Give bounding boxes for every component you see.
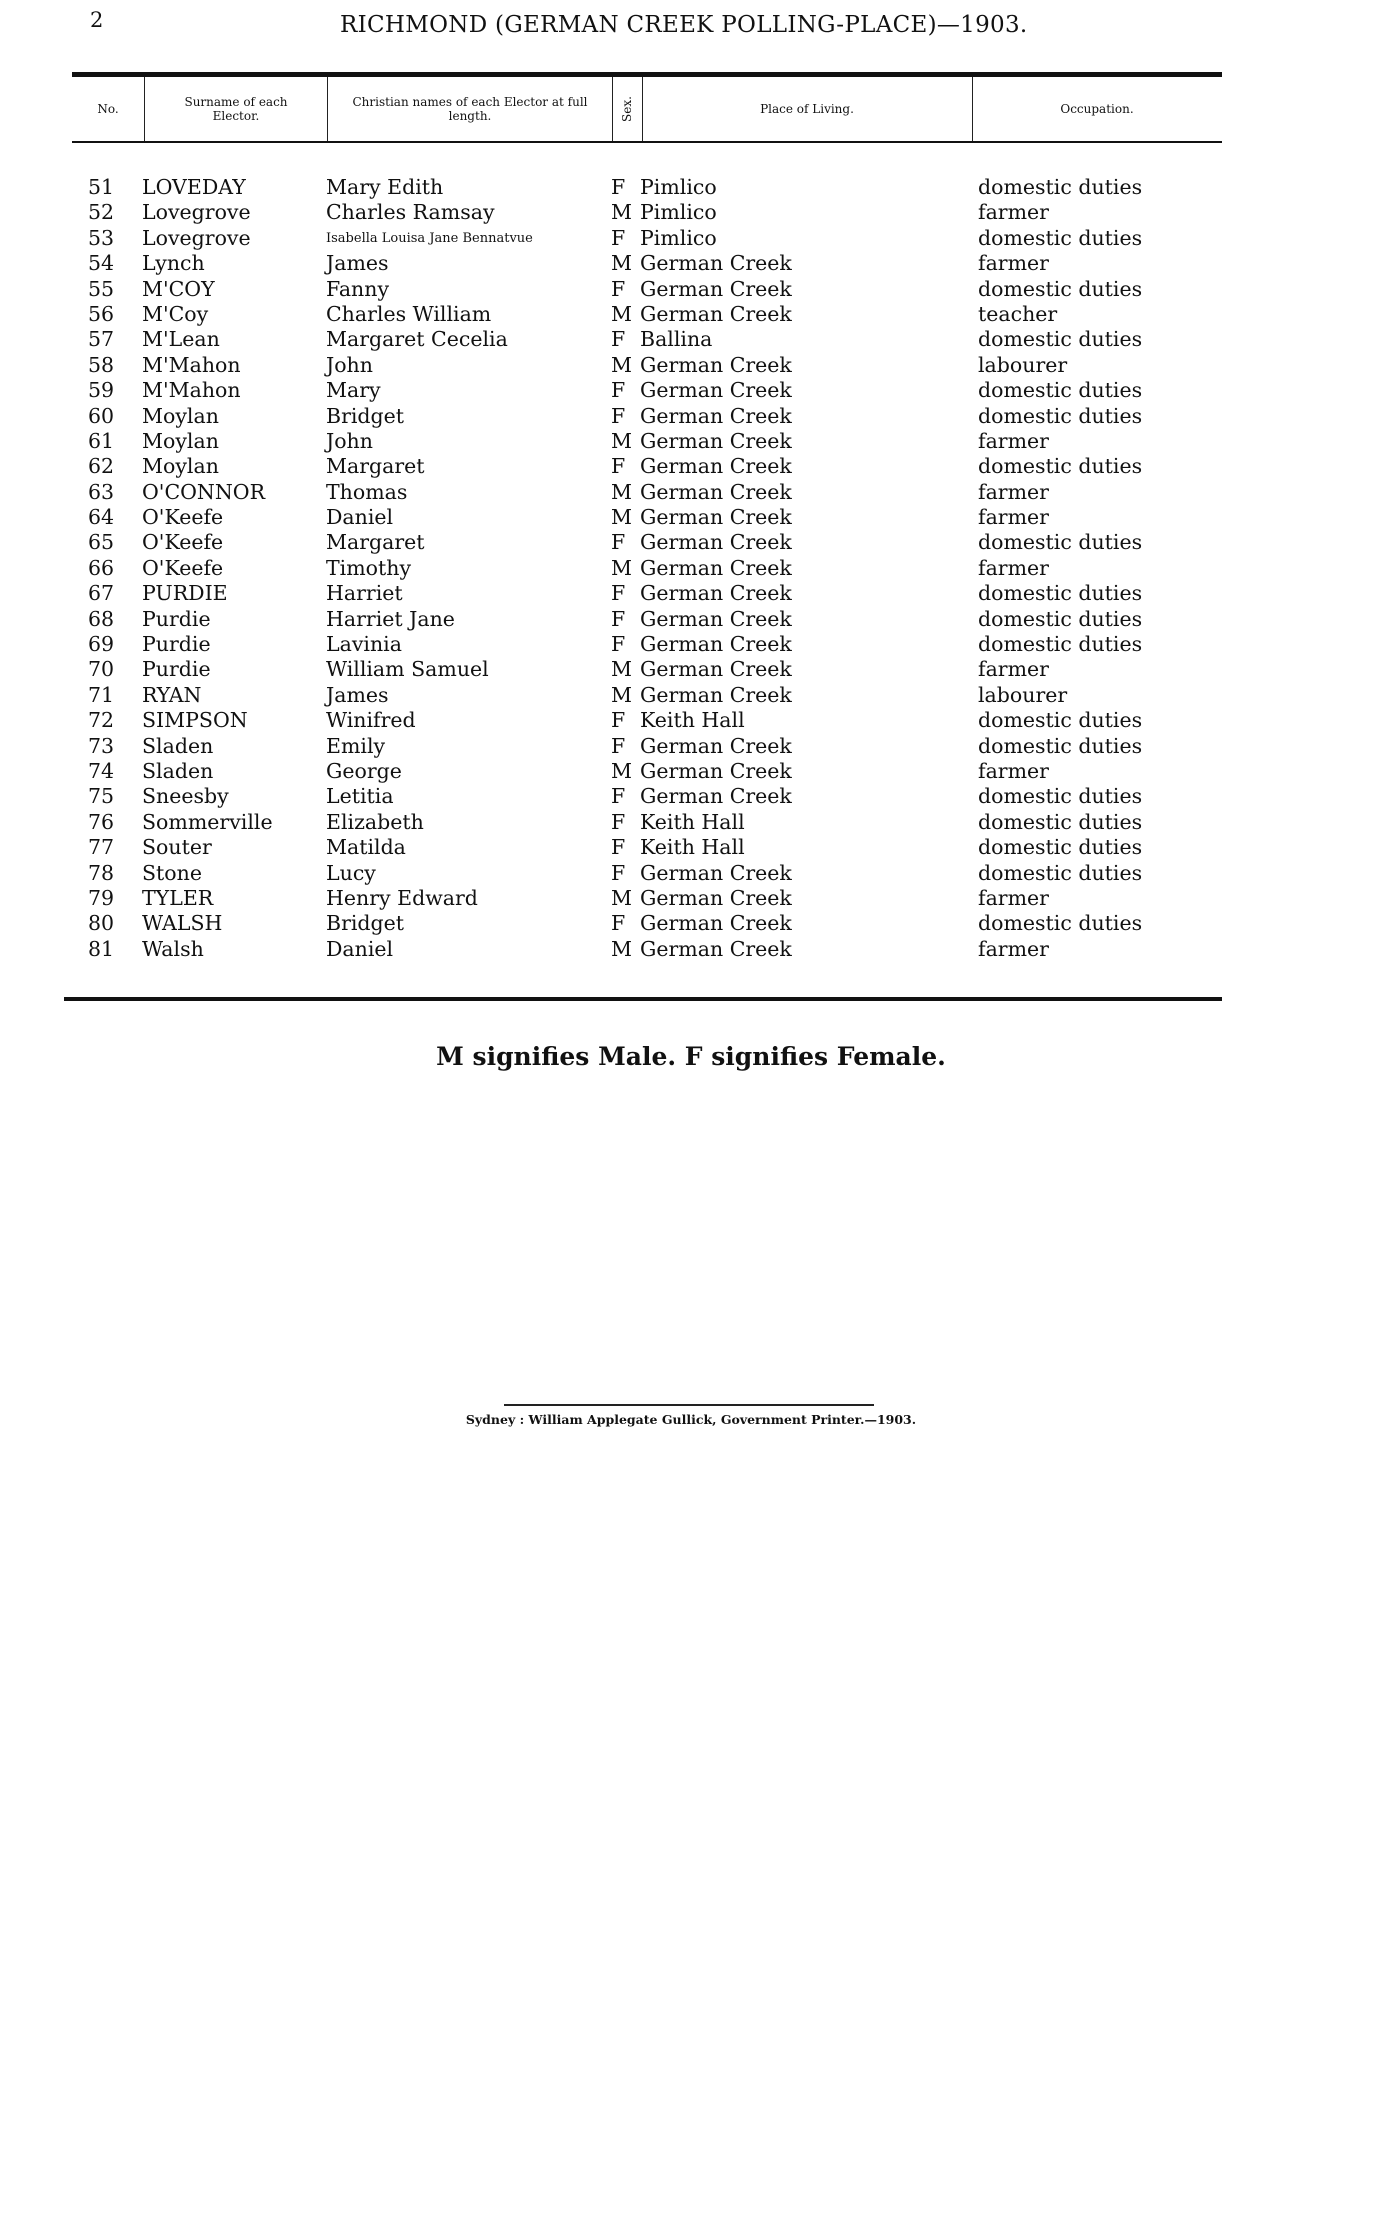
elector-sex: F xyxy=(611,175,626,199)
elector-place-of-living: Keith Hall xyxy=(640,809,745,834)
elector-occupation: domestic duties xyxy=(978,708,1143,733)
elector-surname: WALSH xyxy=(142,911,223,936)
elector-place-of-living: German Creek xyxy=(640,632,792,657)
table-row xyxy=(0,378,1382,403)
elector-surname: SIMPSON xyxy=(142,708,248,733)
elector-sex: F xyxy=(611,530,626,555)
elector-place-of-living: German Creek xyxy=(640,860,792,885)
table-row xyxy=(0,480,1382,505)
elector-place-of-living: German Creek xyxy=(640,784,792,809)
elector-occupation: domestic duties xyxy=(978,581,1143,606)
elector-christian-names: Matilda xyxy=(326,835,406,860)
elector-surname: Moylan xyxy=(142,428,219,453)
elector-christian-names: Mary Edith xyxy=(326,175,444,199)
elector-number: 74 xyxy=(88,758,115,783)
elector-place-of-living: Pimlico xyxy=(640,175,717,199)
elector-surname: O'Keefe xyxy=(142,530,224,555)
elector-surname: LOVEDAY xyxy=(142,175,246,199)
elector-place-of-living: German Creek xyxy=(640,657,792,682)
elector-sex: M xyxy=(611,885,632,910)
elector-christian-names: Isabella Louisa Jane Bennatvue xyxy=(326,230,533,246)
elector-sex: F xyxy=(611,327,626,352)
elector-place-of-living: German Creek xyxy=(640,733,792,758)
elector-number: 72 xyxy=(88,708,115,733)
elector-place-of-living: German Creek xyxy=(640,555,792,580)
elector-place-of-living: German Creek xyxy=(640,911,792,936)
elector-place-of-living: German Creek xyxy=(640,758,792,783)
table-row xyxy=(0,327,1382,352)
elector-sex: M xyxy=(611,200,632,225)
elector-christian-names: Emily xyxy=(326,733,386,758)
elector-place-of-living: German Creek xyxy=(640,606,792,631)
elector-christian-names: Daniel xyxy=(326,505,394,530)
elector-occupation: domestic duties xyxy=(978,835,1143,860)
elector-number: 78 xyxy=(88,860,115,885)
elector-place-of-living: German Creek xyxy=(640,276,792,301)
page-number: 2 xyxy=(90,8,104,32)
printer-imprint: Sydney : William Applegate Gullick, Government Printer.—1903. xyxy=(465,1412,917,1427)
elector-sex: F xyxy=(611,733,626,758)
elector-number: 66 xyxy=(88,555,115,580)
electors-table-body xyxy=(0,175,1382,962)
elector-occupation: farmer xyxy=(978,200,1049,225)
elector-surname: Moylan xyxy=(142,403,219,428)
elector-occupation: farmer xyxy=(978,479,1049,504)
elector-occupation: domestic duties xyxy=(978,632,1143,657)
elector-occupation: farmer xyxy=(978,505,1049,530)
elector-surname: Sneesby xyxy=(142,784,229,809)
elector-place-of-living: Pimlico xyxy=(640,225,717,250)
elector-surname: M'Mahon xyxy=(142,378,241,403)
header-place-of-living: Place of Living. xyxy=(760,102,854,116)
elector-sex: M xyxy=(611,301,632,326)
elector-surname: Purdie xyxy=(142,632,211,657)
elector-christian-names: Margaret xyxy=(326,530,425,555)
elector-christian-names: Mary xyxy=(326,378,381,403)
elector-christian-names: Margaret Cecelia xyxy=(326,327,508,352)
elector-sex: F xyxy=(611,632,626,657)
elector-sex: M xyxy=(611,758,632,783)
table-row xyxy=(0,226,1382,251)
elector-sex: F xyxy=(611,809,626,834)
elector-number: 69 xyxy=(88,632,115,657)
elector-surname: Souter xyxy=(142,835,212,860)
elector-number: 70 xyxy=(88,657,115,682)
elector-christian-names: Bridget xyxy=(326,403,405,428)
header-no: No. xyxy=(97,102,119,116)
elector-surname: Purdie xyxy=(142,657,211,682)
elector-christian-names: John xyxy=(326,428,373,453)
elector-place-of-living: Ballina xyxy=(640,327,713,352)
table-row xyxy=(0,784,1382,809)
elector-occupation: domestic duties xyxy=(978,276,1143,301)
elector-christian-names: George xyxy=(326,758,402,783)
elector-number: 80 xyxy=(88,911,115,936)
elector-number: 55 xyxy=(88,276,115,301)
elector-surname: Lynch xyxy=(142,251,205,276)
elector-place-of-living: German Creek xyxy=(640,428,792,453)
elector-place-of-living: Pimlico xyxy=(640,200,717,225)
elector-christian-names: Thomas xyxy=(326,479,408,504)
elector-occupation: domestic duties xyxy=(978,530,1143,555)
elector-christian-names: Harriet xyxy=(326,581,403,606)
elector-place-of-living: German Creek xyxy=(640,352,792,377)
table-row xyxy=(0,200,1382,225)
elector-occupation: farmer xyxy=(978,428,1049,453)
elector-occupation: farmer xyxy=(978,555,1049,580)
elector-number: 79 xyxy=(88,885,115,910)
elector-occupation: farmer xyxy=(978,251,1049,276)
elector-surname: M'COY xyxy=(142,276,215,301)
elector-number: 65 xyxy=(88,530,115,555)
elector-number: 56 xyxy=(88,301,115,326)
elector-christian-names: Charles William xyxy=(326,301,492,326)
elector-surname: Lovegrove xyxy=(142,200,251,225)
column-divider xyxy=(144,77,145,141)
table-row xyxy=(0,810,1382,835)
elector-christian-names: James xyxy=(326,251,389,276)
elector-number: 59 xyxy=(88,378,115,403)
elector-number: 75 xyxy=(88,784,115,809)
elector-surname: M'Mahon xyxy=(142,352,241,377)
elector-place-of-living: German Creek xyxy=(640,251,792,276)
table-row xyxy=(0,937,1382,962)
elector-surname: O'Keefe xyxy=(142,505,224,530)
elector-number: 61 xyxy=(88,428,115,453)
elector-sex: M xyxy=(611,682,632,707)
elector-occupation: farmer xyxy=(978,758,1049,783)
elector-occupation: domestic duties xyxy=(978,784,1143,809)
elector-place-of-living: German Creek xyxy=(640,581,792,606)
elector-occupation: domestic duties xyxy=(978,606,1143,631)
table-row xyxy=(0,530,1382,555)
elector-occupation: domestic duties xyxy=(978,809,1143,834)
elector-surname: M'Lean xyxy=(142,327,220,352)
elector-sex: F xyxy=(611,276,626,301)
table-row xyxy=(0,683,1382,708)
elector-occupation: farmer xyxy=(978,936,1049,961)
table-row xyxy=(0,505,1382,530)
table-row xyxy=(0,632,1382,657)
elector-place-of-living: German Creek xyxy=(640,403,792,428)
elector-number: 57 xyxy=(88,327,115,352)
elector-occupation: domestic duties xyxy=(978,378,1143,403)
elector-sex: M xyxy=(611,479,632,504)
elector-christian-names: James xyxy=(326,682,389,707)
table-row xyxy=(0,454,1382,479)
elector-surname: PURDIE xyxy=(142,581,228,606)
elector-place-of-living: German Creek xyxy=(640,479,792,504)
elector-sex: M xyxy=(611,352,632,377)
elector-occupation: domestic duties xyxy=(978,454,1143,479)
elector-sex: F xyxy=(611,581,626,606)
elector-sex: F xyxy=(611,835,626,860)
table-row xyxy=(0,734,1382,759)
table-row xyxy=(0,556,1382,581)
elector-number: 76 xyxy=(88,809,115,834)
elector-sex: F xyxy=(611,860,626,885)
elector-sex: F xyxy=(611,784,626,809)
elector-number: 54 xyxy=(88,251,115,276)
elector-number: 52 xyxy=(88,200,115,225)
elector-surname: Sommerville xyxy=(142,809,273,834)
elector-surname: O'Keefe xyxy=(142,555,224,580)
elector-sex: F xyxy=(611,911,626,936)
elector-occupation: domestic duties xyxy=(978,860,1143,885)
elector-christian-names: Charles Ramsay xyxy=(326,200,495,225)
elector-number: 73 xyxy=(88,733,115,758)
table-row xyxy=(0,251,1382,276)
elector-occupation: farmer xyxy=(978,885,1049,910)
elector-number: 64 xyxy=(88,505,115,530)
table-row xyxy=(0,861,1382,886)
elector-place-of-living: German Creek xyxy=(640,682,792,707)
elector-surname: O'CONNOR xyxy=(142,479,266,504)
header-surname: Surname of each Elector. xyxy=(184,95,288,123)
column-divider xyxy=(327,77,328,141)
elector-christian-names: Winifred xyxy=(326,708,416,733)
page-title: RICHMOND (GERMAN CREEK POLLING-PLACE)—1903. xyxy=(340,12,1028,38)
elector-surname: Sladen xyxy=(142,733,214,758)
table-row xyxy=(0,302,1382,327)
table-row xyxy=(0,708,1382,733)
table-row xyxy=(0,886,1382,911)
elector-sex: F xyxy=(611,225,626,250)
elector-place-of-living: Keith Hall xyxy=(640,708,745,733)
elector-christian-names: Daniel xyxy=(326,936,394,961)
elector-sex: F xyxy=(611,606,626,631)
elector-place-of-living: German Creek xyxy=(640,885,792,910)
elector-number: 63 xyxy=(88,479,115,504)
elector-surname: Sladen xyxy=(142,758,214,783)
elector-occupation: domestic duties xyxy=(978,327,1143,352)
elector-number: 71 xyxy=(88,682,115,707)
table-row xyxy=(0,429,1382,454)
header-christian-names: Christian names of each Elector at full length. xyxy=(352,95,588,123)
bottom-rule xyxy=(64,997,1222,1001)
elector-christian-names: Henry Edward xyxy=(326,885,478,910)
elector-sex: F xyxy=(611,403,626,428)
sex-legend: M signifies Male. F signifies Female. xyxy=(436,1042,946,1071)
elector-christian-names: Lucy xyxy=(326,860,376,885)
elector-occupation: domestic duties xyxy=(978,403,1143,428)
elector-place-of-living: German Creek xyxy=(640,378,792,403)
elector-christian-names: John xyxy=(326,352,373,377)
elector-surname: Lovegrove xyxy=(142,225,251,250)
elector-surname: RYAN xyxy=(142,682,202,707)
header-sex: Sex. xyxy=(620,96,634,122)
elector-place-of-living: German Creek xyxy=(640,530,792,555)
table-row xyxy=(0,277,1382,302)
elector-sex: F xyxy=(611,378,626,403)
elector-number: 53 xyxy=(88,225,115,250)
table-row xyxy=(0,911,1382,936)
elector-sex: M xyxy=(611,428,632,453)
elector-sex: M xyxy=(611,555,632,580)
elector-occupation: domestic duties xyxy=(978,225,1143,250)
elector-sex: M xyxy=(611,251,632,276)
elector-surname: Moylan xyxy=(142,454,219,479)
elector-occupation: labourer xyxy=(978,352,1068,377)
elector-place-of-living: German Creek xyxy=(640,301,792,326)
elector-christian-names: William Samuel xyxy=(326,657,489,682)
elector-surname: Stone xyxy=(142,860,202,885)
header-rule xyxy=(72,141,1222,143)
table-row xyxy=(0,175,1382,200)
table-row xyxy=(0,657,1382,682)
elector-number: 58 xyxy=(88,352,115,377)
elector-number: 77 xyxy=(88,835,115,860)
table-row xyxy=(0,353,1382,378)
elector-sex: F xyxy=(611,454,626,479)
elector-christian-names: Elizabeth xyxy=(326,809,424,834)
table-row xyxy=(0,759,1382,784)
elector-christian-names: Fanny xyxy=(326,276,390,301)
elector-surname: TYLER xyxy=(142,885,214,910)
elector-christian-names: Margaret xyxy=(326,454,425,479)
top-rule xyxy=(72,72,1222,77)
elector-place-of-living: Keith Hall xyxy=(640,835,745,860)
elector-occupation: farmer xyxy=(978,657,1049,682)
elector-place-of-living: German Creek xyxy=(640,505,792,530)
elector-christian-names: Lavinia xyxy=(326,632,402,657)
table-row xyxy=(0,835,1382,860)
elector-christian-names: Bridget xyxy=(326,911,405,936)
elector-number: 67 xyxy=(88,581,115,606)
elector-place-of-living: German Creek xyxy=(640,454,792,479)
elector-christian-names: Timothy xyxy=(326,555,412,580)
elector-occupation: teacher xyxy=(978,301,1058,326)
elector-surname: M'Coy xyxy=(142,301,209,326)
elector-place-of-living: German Creek xyxy=(640,936,792,961)
elector-christian-names: Letitia xyxy=(326,784,394,809)
elector-sex: M xyxy=(611,936,632,961)
elector-occupation: labourer xyxy=(978,682,1068,707)
table-row xyxy=(0,581,1382,606)
printer-rule xyxy=(504,1404,874,1406)
elector-number: 51 xyxy=(88,175,115,199)
elector-sex: M xyxy=(611,505,632,530)
elector-sex: F xyxy=(611,708,626,733)
elector-number: 60 xyxy=(88,403,115,428)
elector-number: 62 xyxy=(88,454,115,479)
elector-number: 81 xyxy=(88,936,115,961)
elector-surname: Purdie xyxy=(142,606,211,631)
table-row xyxy=(0,607,1382,632)
table-row xyxy=(0,404,1382,429)
elector-surname: Walsh xyxy=(142,936,204,961)
header-occupation: Occupation. xyxy=(1060,102,1134,116)
elector-sex: M xyxy=(611,657,632,682)
elector-christian-names: Harriet Jane xyxy=(326,606,455,631)
elector-number: 68 xyxy=(88,606,115,631)
elector-occupation: domestic duties xyxy=(978,733,1143,758)
elector-occupation: domestic duties xyxy=(978,911,1143,936)
elector-occupation: domestic duties xyxy=(978,175,1143,199)
